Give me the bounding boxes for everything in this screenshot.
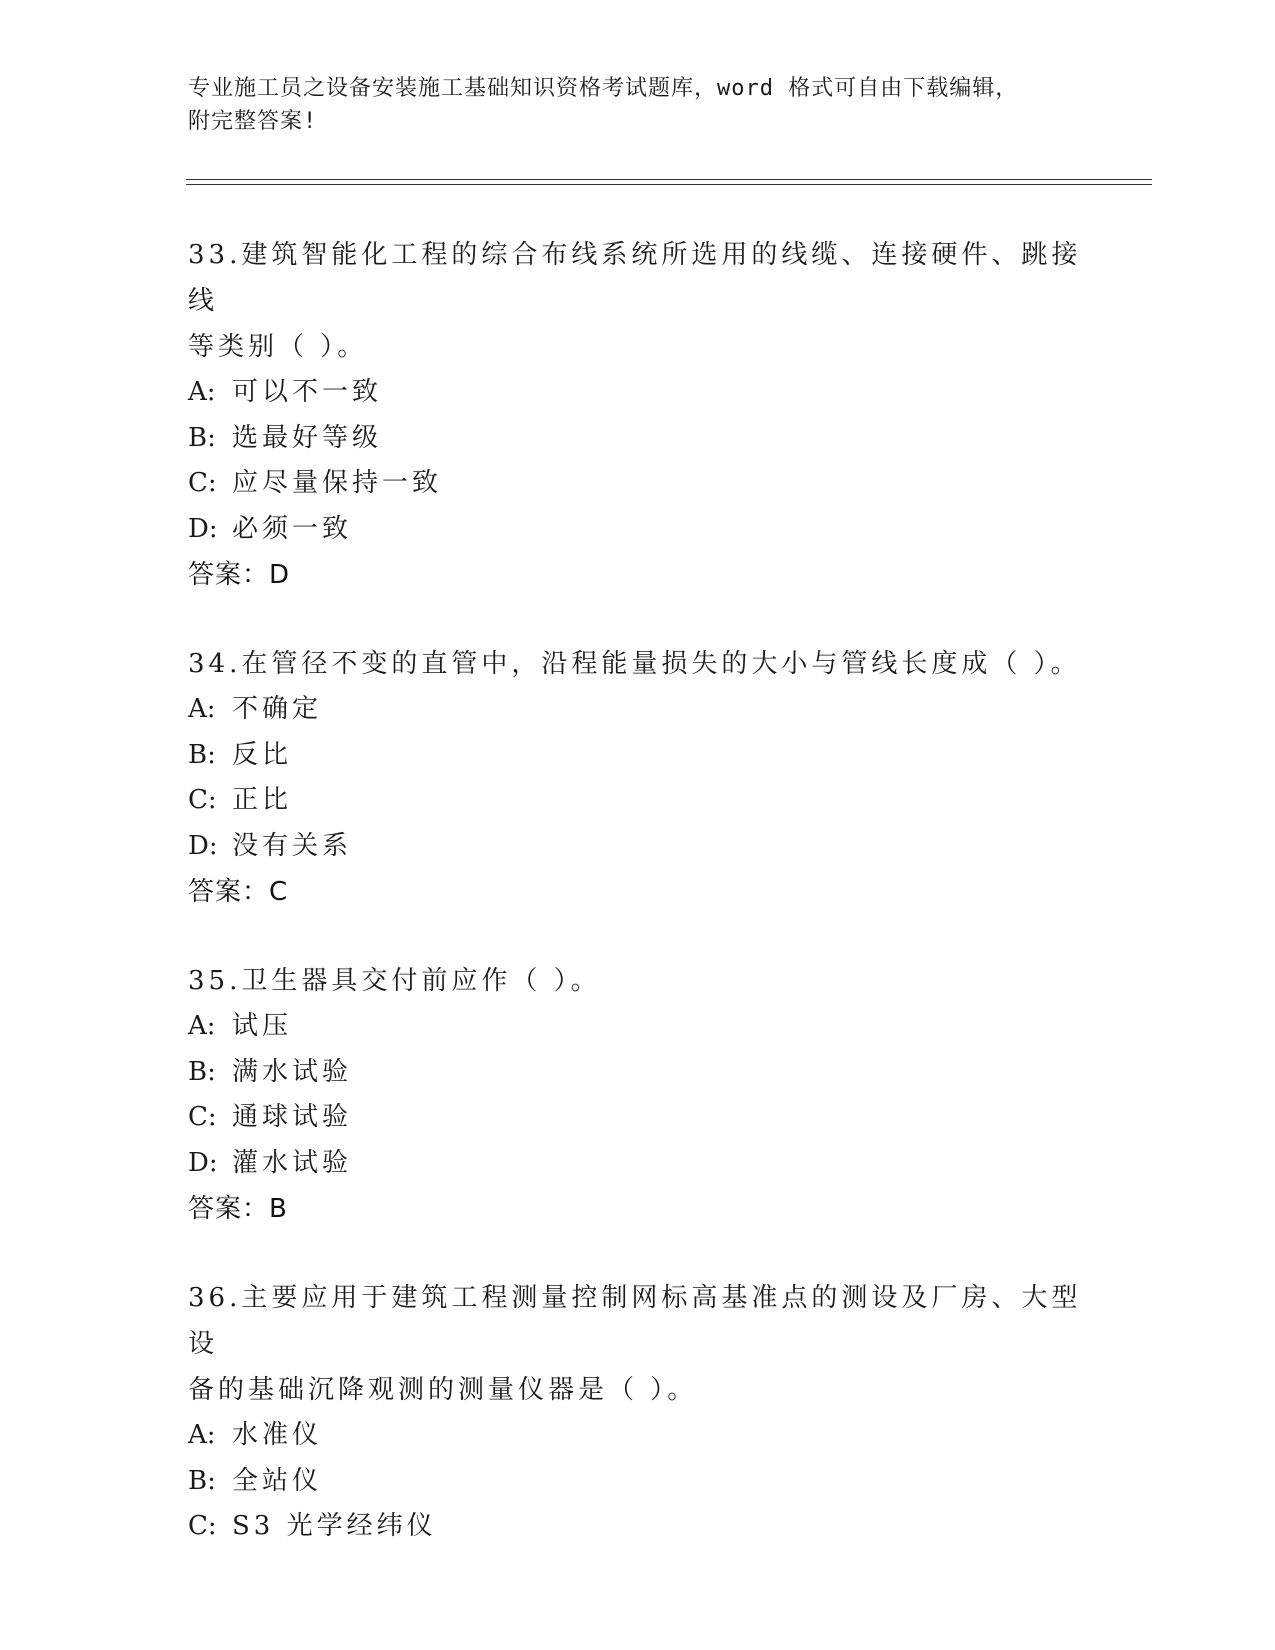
option-c xyxy=(188,461,1088,507)
question-stem-line: 33.建筑智能化工程的综合布线系统所选用的线缆、连接硬件、跳接线 xyxy=(188,240,1082,316)
option-text: 可以不一致 xyxy=(232,377,383,407)
option-text: 必须一致 xyxy=(232,513,353,544)
option-text: 没有关系 xyxy=(232,830,353,861)
option-key: B: xyxy=(188,739,216,770)
question-list xyxy=(188,232,1088,1593)
option-text: 正比 xyxy=(232,785,293,815)
question-stem-line: 等类别（ ）。 xyxy=(188,332,368,362)
option-text: 通球试验 xyxy=(232,1102,353,1132)
question-33 xyxy=(188,232,1088,598)
option-key: C: xyxy=(188,468,217,498)
option-text: 反比 xyxy=(232,739,293,770)
question-stem xyxy=(188,641,1088,687)
question-36 xyxy=(188,1275,1088,1550)
option-a xyxy=(188,687,1088,733)
question-stem-line: 备的基础沉降观测的测量仪器是（ ）。 xyxy=(188,1375,698,1405)
question-34 xyxy=(188,641,1088,915)
option-key: D: xyxy=(188,513,218,544)
option-text: 试压 xyxy=(232,1011,293,1041)
option-key: D: xyxy=(188,1147,218,1178)
document-header xyxy=(188,72,1088,138)
option-key: C: xyxy=(188,1511,217,1541)
option-key: A: xyxy=(188,694,216,724)
option-text: 应尽量保持一致 xyxy=(232,468,443,498)
question-stem-line: 34.在管径不变的直管中，沿程能量损失的大小与管线长度成（ ）。 xyxy=(188,649,1081,679)
question-35 xyxy=(188,958,1088,1232)
option-key: A: xyxy=(188,1420,216,1450)
option-key: B: xyxy=(188,1056,216,1087)
option-a xyxy=(188,1004,1088,1050)
option-text: 满水试验 xyxy=(232,1056,353,1087)
option-d xyxy=(188,824,1088,870)
option-text: 灌水试验 xyxy=(232,1147,353,1178)
option-key: C: xyxy=(188,785,217,815)
option-text: S3 光学经纬仪 xyxy=(232,1511,437,1541)
question-stem xyxy=(188,1275,1088,1413)
header-line-2: 附完整答案! xyxy=(188,109,318,134)
option-b xyxy=(188,1050,1088,1096)
option-b xyxy=(188,416,1088,462)
header-rule-bottom xyxy=(186,184,1152,185)
option-c xyxy=(188,1095,1088,1141)
answer-line: 答案：D xyxy=(188,560,291,590)
option-text: 选最好等级 xyxy=(232,422,383,453)
option-key: A: xyxy=(188,1011,216,1041)
option-a xyxy=(188,370,1088,416)
option-key: B: xyxy=(188,422,216,453)
option-b xyxy=(188,733,1088,779)
answer-line: 答案：B xyxy=(188,1194,288,1224)
option-text: 不确定 xyxy=(232,694,323,724)
question-stem-line: 35.卫生器具交付前应作（ ）。 xyxy=(188,966,601,996)
question-stem-line: 36.主要应用于建筑工程测量控制网标高基准点的测设及厂房、大型设 xyxy=(188,1283,1082,1359)
question-stem xyxy=(188,958,1088,1004)
option-d xyxy=(188,507,1088,553)
question-stem xyxy=(188,232,1088,370)
option-text: 水准仪 xyxy=(232,1420,323,1450)
option-key: B: xyxy=(188,1465,216,1496)
option-a xyxy=(188,1413,1088,1459)
option-d xyxy=(188,1141,1088,1187)
option-key: A: xyxy=(188,377,216,407)
header-line-1: 专业施工员之设备安装施工基础知识资格考试题库，word 格式可自由下载编辑， xyxy=(188,76,1019,101)
option-b xyxy=(188,1459,1088,1505)
header-rule-top xyxy=(186,179,1152,180)
option-c xyxy=(188,778,1088,824)
option-c xyxy=(188,1504,1088,1550)
answer-line: 答案：C xyxy=(188,877,289,907)
option-key: D: xyxy=(188,830,218,861)
option-text: 全站仪 xyxy=(232,1465,323,1496)
option-key: C: xyxy=(188,1102,217,1132)
